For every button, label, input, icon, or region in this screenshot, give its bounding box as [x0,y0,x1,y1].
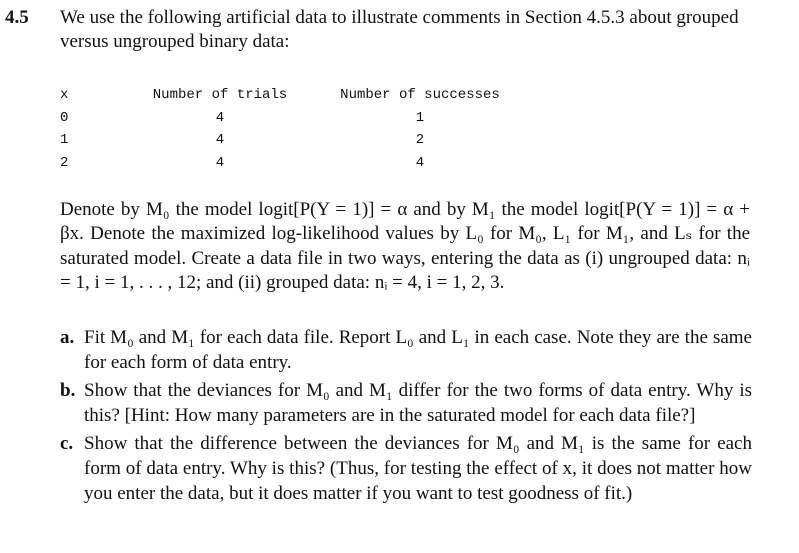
part-letter: a. [60,327,75,348]
part-b [60,378,752,428]
cell-x: 0 [60,109,69,126]
part-letter: b. [60,380,76,401]
table-row [60,107,520,130]
cell-trials: 4 [215,132,225,148]
header-trials: Number of trials [152,87,288,103]
part-text: Show that the difference between the deviances for M₀ and M₁ is the same for each form of data entry. Why is this? (Thus, for testing the effect of x, it does not matter how you enter the data, but it does matter if you want to test goodness of fit.) [84,433,752,504]
header-x: x [60,87,69,103]
cell-trials: 4 [215,109,225,126]
data-table [60,84,520,174]
table-row [60,129,520,152]
part-a [60,325,752,375]
part-text: Show that the deviances for M₀ and M₁ differ for the two forms of data entry. Why is this? [Hint: How many parameters are in the saturated model for each data file?] [84,380,752,426]
part-text: Fit M₀ and M₁ for each data file. Report L₀ and L₁ in each case. Note they are the same for each form of data entry. [84,327,752,373]
cell-trials: 4 [215,154,225,171]
intro-paragraph: We use the following artificial data to illustrate comments in Section 4.5.3 about grouped versus ungrouped binary data: [60,7,739,52]
cell-successes: 2 [415,132,425,148]
cell-successes: 4 [415,154,425,171]
table-row [60,152,520,175]
cell-successes: 1 [415,109,425,126]
parts-list [60,325,752,509]
cell-x: 2 [60,154,69,171]
table-header-row [60,84,520,107]
part-letter: c. [60,433,74,454]
problem-number: 4.5 [5,7,29,28]
cell-x: 1 [60,132,69,148]
model-description: Denote by M₀ the model logit[P(Y = 1)] = α and by M₁ the model logit[P(Y = 1)] = α + βx. Denote the maximized log-likelihood values by L₀ for M₀, L₁ for M₁, and Lₛ for the saturated model. Create a data file in two ways, entering the data as (i) ungrouped data: nᵢ = 1, i = 1, . . . , 12; and (ii) grouped data: nᵢ = 4, i = 1, 2, 3. [60,199,750,294]
part-c [60,431,752,506]
header-successes: Number of successes [340,87,500,103]
